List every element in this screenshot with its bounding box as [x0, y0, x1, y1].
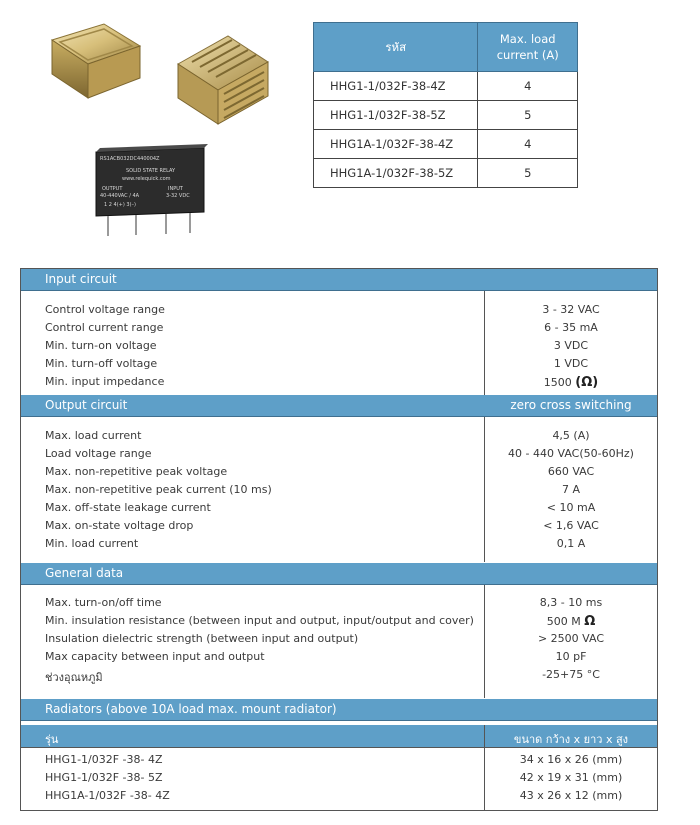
spec-label: Control voltage range [45, 303, 165, 316]
spec-row [21, 630, 657, 648]
spec-row [21, 648, 657, 666]
model-code: HHG1-1/032F-38-4Z [314, 72, 478, 101]
radiators-size-col: ขนาด กว้าง x ยาว x สูง [513, 733, 629, 746]
output-circuit-rows [21, 427, 657, 553]
spec-value: < 1,6 VAC [543, 519, 599, 532]
spec-row [21, 594, 657, 612]
spec-row [21, 499, 657, 517]
model-code-header: รหัส [314, 23, 478, 72]
spec-value: 7 A [561, 483, 581, 496]
divider [21, 747, 657, 748]
model-code: HHG1A-1/032F-38-5Z [314, 159, 478, 188]
relay-input-label: INPUT [168, 186, 183, 192]
spec-value: 500 M [546, 615, 581, 628]
radiator-row [21, 751, 657, 769]
spec-row [21, 355, 657, 373]
relay-output-label: OUTPUT [102, 186, 123, 192]
spec-value: 660 VAC [547, 465, 595, 478]
general-data-title: General data [45, 566, 124, 580]
spec-label: Max. non-repetitive peak current (10 ms) [45, 483, 272, 496]
radiator-size: 34 x 16 x 26 (mm) [519, 753, 623, 766]
relay-pins-text: 1 2 4(+) 3(–) [104, 202, 136, 208]
relay-photo-cube [42, 20, 146, 104]
model-table [313, 22, 578, 188]
radiators-subheader [21, 725, 657, 747]
spec-row [21, 666, 657, 684]
spec-label: Max capacity between input and output [45, 650, 265, 663]
spec-row [21, 517, 657, 535]
spec-value: 4,5 (A) [552, 429, 590, 442]
spec-value: 8,3 - 10 ms [539, 596, 603, 609]
input-circuit-header [21, 269, 657, 291]
table-row [314, 159, 578, 188]
spec-label: Max. turn-on/off time [45, 596, 162, 609]
spec-value: -25+75 °C [542, 668, 600, 681]
spec-value: > 2500 VAC [537, 632, 605, 645]
max-load-header-text: Max. load current (A) [496, 32, 559, 62]
spec-label: Min. insulation resistance (between input and output, input/output and cover) [45, 614, 474, 627]
spec-row [21, 319, 657, 337]
model-current: 5 [478, 159, 578, 188]
relay-input-spec: 3-32 VDC [166, 193, 190, 199]
spec-label: Max. on-state voltage drop [45, 519, 194, 532]
output-circuit-title: Output circuit [45, 398, 128, 412]
radiators-header [21, 699, 657, 721]
radiator-row [21, 769, 657, 787]
table-row [314, 101, 578, 130]
max-load-header [478, 23, 578, 72]
model-code: HHG1A-1/032F-38-4Z [314, 130, 478, 159]
radiator-row [21, 787, 657, 805]
spec-value: 40 - 440 VAC(50-60Hz) [508, 447, 634, 460]
general-data-rows [21, 594, 657, 684]
radiators-model-col: รุ่น [45, 733, 59, 746]
radiator-model: HHG1-1/032F -38- 5Z [45, 771, 163, 784]
radiators-rows [21, 751, 657, 805]
radiator-model: HHG1A-1/032F -38- 4Z [45, 789, 170, 802]
ohm-unit: Ω [584, 614, 596, 629]
spec-value: 3 - 32 VAC [542, 303, 600, 316]
input-circuit-rows [21, 301, 657, 391]
radiators-title: Radiators (above 10A load max. mount radiator) [45, 702, 337, 716]
spec-label: Max. load current [45, 429, 142, 442]
relay-photo-heatsink [172, 28, 272, 130]
ohm-unit: (Ω) [575, 375, 599, 390]
radiator-model: HHG1-1/032F -38- 4Z [45, 753, 163, 766]
spec-value: 6 - 35 mA [544, 321, 598, 334]
spec-label: Load voltage range [45, 447, 152, 460]
spec-row [21, 535, 657, 553]
spec-row [21, 337, 657, 355]
spec-sheet [20, 268, 658, 811]
spec-row [21, 445, 657, 463]
spec-row [21, 463, 657, 481]
spec-value: < 10 mA [546, 501, 596, 514]
spec-row [21, 301, 657, 319]
spec-row [21, 373, 657, 391]
table-row [314, 130, 578, 159]
spec-row [21, 612, 657, 630]
radiator-size: 43 x 26 x 12 (mm) [519, 789, 623, 802]
model-code: HHG1-1/032F-38-5Z [314, 101, 478, 130]
spec-label: Insulation dielectric strength (between input and output) [45, 632, 359, 645]
table-row [314, 72, 578, 101]
model-current: 5 [478, 101, 578, 130]
spec-label: Min. turn-off voltage [45, 357, 158, 370]
relay-type-text: SOLID STATE RELAY [126, 168, 176, 174]
radiator-size: 42 x 19 x 31 (mm) [519, 771, 623, 784]
spec-value: 1 VDC [553, 357, 589, 370]
spec-label: Min. load current [45, 537, 139, 550]
output-circuit-mode: zero cross switching [510, 398, 632, 412]
spec-value-wrap [485, 614, 657, 629]
model-current: 4 [478, 130, 578, 159]
spec-row [21, 427, 657, 445]
general-data-header [21, 563, 657, 585]
spec-value: 10 pF [555, 650, 587, 663]
model-current: 4 [478, 72, 578, 101]
relay-url-text: www.relequick.com [122, 176, 171, 182]
spec-label: Min. turn-on voltage [45, 339, 157, 352]
spec-value: 3 VDC [553, 339, 589, 352]
spec-row [21, 481, 657, 499]
spec-label: Max. non-repetitive peak voltage [45, 465, 228, 478]
spec-value-wrap [485, 375, 657, 390]
input-circuit-title: Input circuit [45, 272, 117, 286]
spec-value: 0,1 A [556, 537, 586, 550]
spec-value: 1500 [543, 376, 572, 389]
spec-label: Max. off-state leakage current [45, 501, 211, 514]
spec-label: ช่วงอุณหภูมิ [45, 671, 103, 684]
spec-label: Control current range [45, 321, 164, 334]
relay-photo-pcb [86, 140, 212, 242]
output-circuit-header [21, 395, 657, 417]
spec-label: Min. input impedance [45, 375, 165, 388]
relay-part-number: RS1ACB032DC440004Z [100, 156, 160, 162]
relay-output-spec: 40-440VAC / 4A [100, 193, 140, 199]
